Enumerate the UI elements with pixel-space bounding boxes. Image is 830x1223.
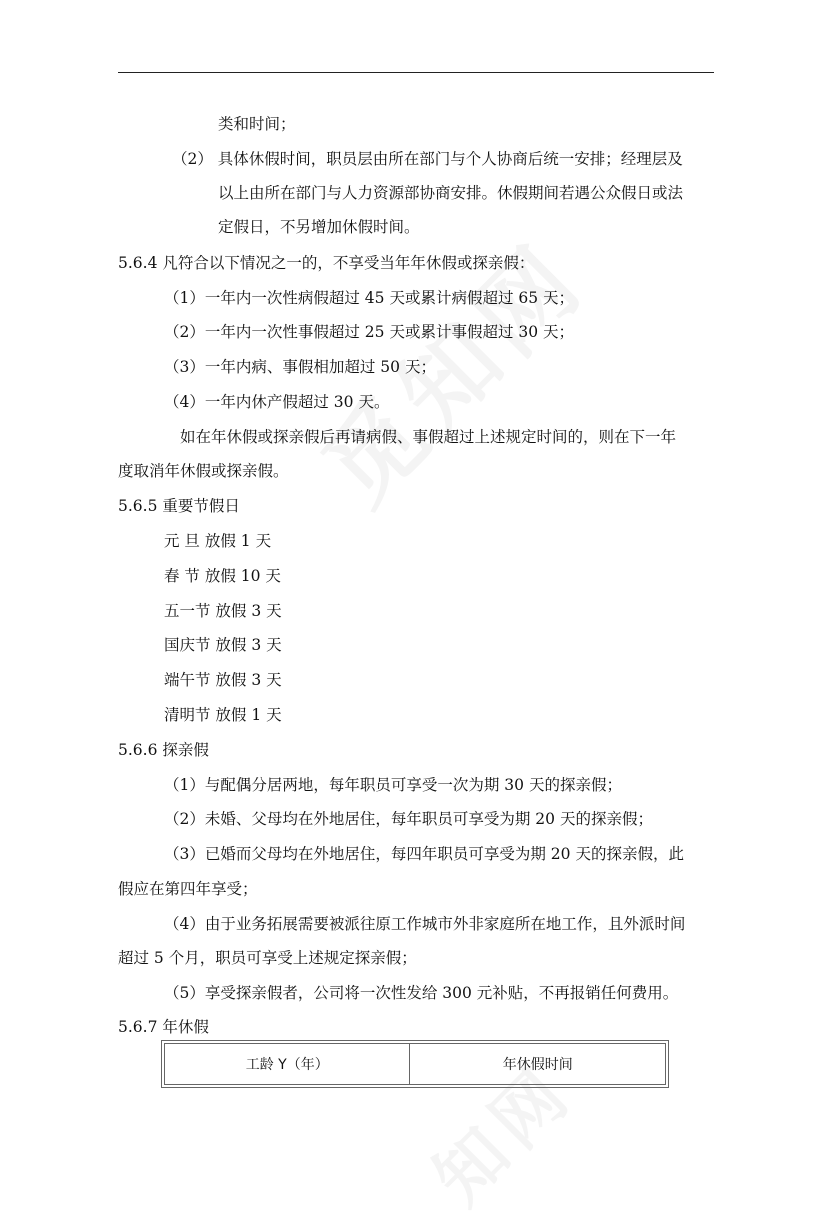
text-line: （2）未婚、父母均在外地居住，每年职员可享受为期 20 天的探亲假； [164, 810, 653, 828]
text-line: （3）一年内病、事假相加超过 50 天； [164, 358, 436, 376]
table-header-leave-time: 年休假时间 [410, 1044, 666, 1085]
holiday-item: 春 节 放假 10 天 [164, 567, 281, 585]
text-line: （4）一年内休产假超过 30 天。 [164, 393, 390, 411]
header-rule [118, 72, 714, 73]
text-line: （1）与配偶分居两地，每年职员可享受一次为期 30 天的探亲假； [164, 776, 622, 794]
text-line: 类和时间； [218, 115, 296, 133]
text-line: 以上由所在部门与人力资源部协商安排。休假期间若遇公众假日或法 [218, 184, 684, 202]
text-line: （5）享受探亲假者，公司将一次性发给 300 元补贴，不再报销任何费用。 [164, 984, 679, 1002]
section-heading: 5.6.4 凡符合以下情况之一的，不享受当年年休假或探亲假： [118, 254, 535, 272]
text-line: （4）由于业务拓展需要被派往原工作城市外非家庭所在地工作，且外派时间 [164, 915, 686, 933]
holiday-item: 国庆节 放假 3 天 [164, 636, 282, 654]
text-line: 假应在第四年享受； [118, 880, 258, 898]
annual-leave-table [164, 1043, 666, 1085]
holiday-item: 五一节 放假 3 天 [164, 602, 282, 620]
holiday-item: 元 旦 放假 1 天 [164, 532, 272, 550]
text-line: （3）已婚而父母均在外地居住，每四年职员可享受为期 20 天的探亲假，此 [164, 845, 684, 863]
holiday-item: 端午节 放假 3 天 [164, 671, 282, 689]
section-heading: 5.6.6 探亲假 [118, 741, 209, 759]
table-header-seniority: 工龄 Y（年） [165, 1044, 410, 1085]
holiday-item: 清明节 放假 1 天 [164, 706, 282, 724]
text-line: 如在年休假或探亲假后再请病假、事假超过上述规定时间的，则在下一年 [180, 428, 677, 446]
section-heading: 5.6.5 重要节假日 [118, 497, 240, 515]
text-line: 超过 5 个月，职员可享受上述规定探亲假； [118, 949, 417, 967]
table-header-row [165, 1044, 666, 1085]
section-heading: 5.6.7 年休假 [118, 1018, 209, 1036]
text-line: 度取消年休假或探亲假。 [118, 462, 289, 480]
text-line: （2） 具体休假时间，职员层由所在部门与个人协商后统一安排；经理层及 [172, 150, 683, 168]
text-line: 定假日，不另增加休假时间。 [218, 218, 420, 236]
text-line: （2）一年内一次性事假超过 25 天或累计事假超过 30 天； [164, 323, 575, 341]
text-line: （1）一年内一次性病假超过 45 天或累计病假超过 65 天； [164, 289, 575, 307]
